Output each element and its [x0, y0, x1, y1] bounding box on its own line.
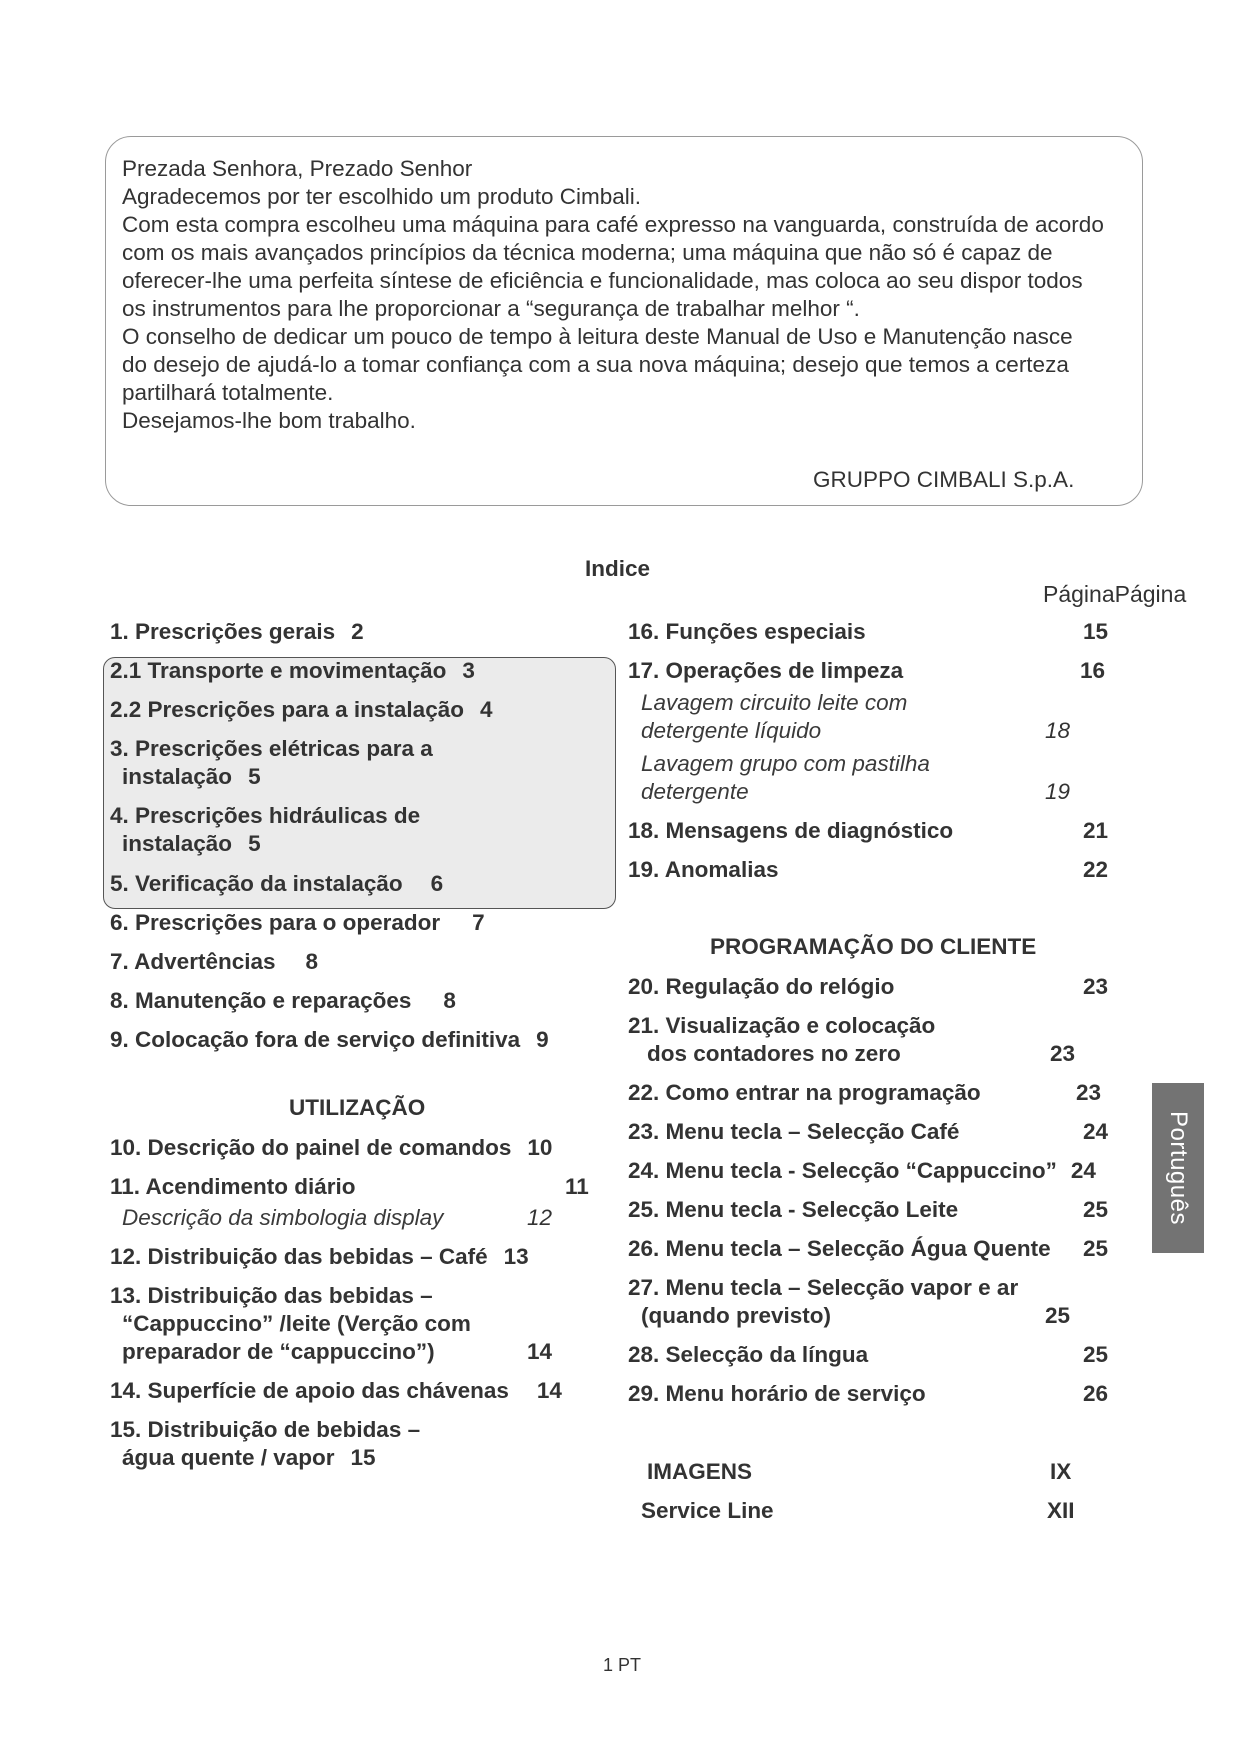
toc-entry[interactable]: 3. Prescrições elétricas para a: [110, 736, 433, 761]
programacao-heading: PROGRAMAÇÃO DO CLIENTE: [710, 934, 1037, 959]
toc-page: 25: [1083, 1236, 1109, 1261]
toc-page: 25: [1083, 1342, 1109, 1367]
toc-entry-imagens[interactable]: IMAGENS: [647, 1459, 753, 1484]
letter-line: Agradecemos por ter escolhido um produto Cimbali.: [122, 184, 642, 209]
toc-entry[interactable]: 25. Menu tecla - Selecção Leite: [628, 1197, 959, 1222]
toc-entry[interactable]: (quando previsto): [641, 1303, 831, 1328]
letter-line: oferecer-lhe uma perfeita síntese de eficiência e funcionalidade, mas coloca ao seu dispor todos: [122, 268, 1083, 293]
letter-line: os instrumentos para lhe proporcionar a “segurança de trabalhar melhor “.: [122, 296, 860, 321]
signature: GRUPPO CIMBALI S.p.A.: [813, 467, 1075, 492]
toc-entry[interactable]: instalação 5: [122, 831, 261, 856]
letter-line: Prezada Senhora, Prezado Senhor: [122, 156, 473, 181]
toc-page: IX: [1050, 1459, 1072, 1484]
toc-entry[interactable]: 9. Colocação fora de serviço definitiva 9: [110, 1027, 549, 1052]
toc-entry[interactable]: instalação 5: [122, 764, 261, 789]
toc-page: 11: [565, 1174, 589, 1199]
toc-entry[interactable]: 19. Anomalias: [628, 857, 779, 882]
toc-entry[interactable]: dos contadores no zero: [647, 1041, 901, 1066]
toc-page: 22: [1083, 857, 1109, 882]
language-tab[interactable]: [1152, 1083, 1204, 1253]
toc-entry[interactable]: 7. Advertências 8: [110, 949, 319, 974]
index-title: Indice: [585, 556, 651, 581]
toc-entry[interactable]: 2.1 Transporte e movimentação 3: [110, 658, 475, 683]
toc-entry[interactable]: 28. Selecção da língua: [628, 1342, 869, 1367]
toc-entry[interactable]: 21. Visualização e colocação: [628, 1013, 936, 1038]
toc-entry[interactable]: 8. Manutenção e reparações 8: [110, 988, 456, 1013]
toc-page: 12: [527, 1205, 553, 1230]
toc-entry[interactable]: preparador de “cappuccino”): [122, 1339, 435, 1364]
letter-line: com os mais avançados princípios da técnica moderna; uma máquina que não só é capaz de: [122, 240, 1053, 265]
toc-page: 21: [1083, 818, 1109, 843]
toc-entry[interactable]: 10. Descrição do painel de comandos 10: [110, 1135, 553, 1160]
toc-entry[interactable]: 29. Menu horário de serviço: [628, 1381, 926, 1406]
toc-entry[interactable]: Lavagem grupo com pastilha: [641, 751, 930, 776]
toc-entry[interactable]: 2.2 Prescrições para a instalação 4: [110, 697, 493, 722]
toc-page: 23: [1050, 1041, 1076, 1066]
letter-line: partilhará totalmente.: [122, 380, 334, 405]
toc-entry[interactable]: 14. Superfície de apoio das chávenas 14: [110, 1378, 562, 1403]
toc-entry[interactable]: 13. Distribuição das bebidas –: [110, 1283, 433, 1308]
letter-line: Desejamos-lhe bom trabalho.: [122, 408, 416, 433]
toc-page: 24: [1083, 1119, 1109, 1144]
toc-entry[interactable]: 24. Menu tecla - Selecção “Cappuccino” 24: [628, 1158, 1096, 1183]
letter-line: do desejo de ajudá-lo a tomar confiança com a sua nova máquina; desejo que temos a certeza: [122, 352, 1069, 377]
toc-page: 26: [1083, 1381, 1109, 1406]
toc-entry[interactable]: 15. Distribuição de bebidas –: [110, 1417, 421, 1442]
toc-entry[interactable]: 17. Operações de limpeza: [628, 658, 904, 683]
toc-entry[interactable]: água quente / vapor 15: [122, 1445, 376, 1470]
toc-entry[interactable]: 5. Verificação da instalação 6: [110, 871, 444, 896]
utilizacao-heading: UTILIZAÇÃO: [289, 1095, 426, 1120]
toc-entry[interactable]: 27. Menu tecla – Selecção vapor e ar: [628, 1275, 1019, 1300]
letter-line: Com esta compra escolheu uma máquina para café expresso na vanguarda, construída de acordo: [122, 212, 1104, 237]
toc-page: XII: [1047, 1498, 1075, 1523]
toc-entry[interactable]: 12. Distribuição das bebidas – Café 13: [110, 1244, 529, 1269]
page-column-label: PáginaPágina: [1043, 581, 1187, 607]
toc-entry[interactable]: “Cappuccino” /leite (Verção com: [122, 1311, 471, 1336]
toc-entry[interactable]: 4. Prescrições hidráulicas de: [110, 803, 421, 828]
toc-entry[interactable]: 26. Menu tecla – Selecção Água Quente: [628, 1236, 1051, 1261]
toc-page: 16: [1080, 658, 1106, 683]
toc-entry[interactable]: 23. Menu tecla – Selecção Café: [628, 1119, 960, 1144]
toc-entry-service-line[interactable]: Service Line: [641, 1498, 774, 1523]
toc-entry[interactable]: 22. Como entrar na programação: [628, 1080, 981, 1105]
toc-page: 23: [1083, 974, 1109, 999]
toc-page: 19: [1045, 779, 1071, 804]
toc-page: 25: [1045, 1303, 1071, 1328]
toc-entry[interactable]: Lavagem circuito leite com: [641, 690, 908, 715]
page-number: 1 PT: [603, 1655, 642, 1675]
toc-entry[interactable]: Descrição da simbologia display: [122, 1205, 444, 1230]
toc-page: 25: [1083, 1197, 1109, 1222]
toc-entry[interactable]: 20. Regulação do relógio: [628, 974, 895, 999]
toc-page: 23: [1076, 1080, 1102, 1105]
toc-entry[interactable]: 16. Funções especiais: [628, 619, 866, 644]
toc-page: 15: [1083, 619, 1109, 644]
toc-entry[interactable]: detergente líquido: [641, 718, 822, 743]
toc-entry[interactable]: 11. Acendimento diário: [110, 1174, 356, 1199]
toc-page: 14: [527, 1339, 553, 1364]
toc-page: 18: [1045, 718, 1071, 743]
letter-line: O conselho de dedicar um pouco de tempo à leitura deste Manual de Uso e Manutenção nasce: [122, 324, 1073, 349]
toc-entry[interactable]: 1. Prescrições gerais 2: [110, 619, 364, 644]
toc-entry[interactable]: 6. Prescrições para o operador 7: [110, 910, 485, 935]
toc-entry[interactable]: detergente: [641, 779, 749, 804]
toc-entry[interactable]: 18. Mensagens de diagnóstico: [628, 818, 954, 843]
language-tab-label: Português: [1165, 1111, 1192, 1225]
